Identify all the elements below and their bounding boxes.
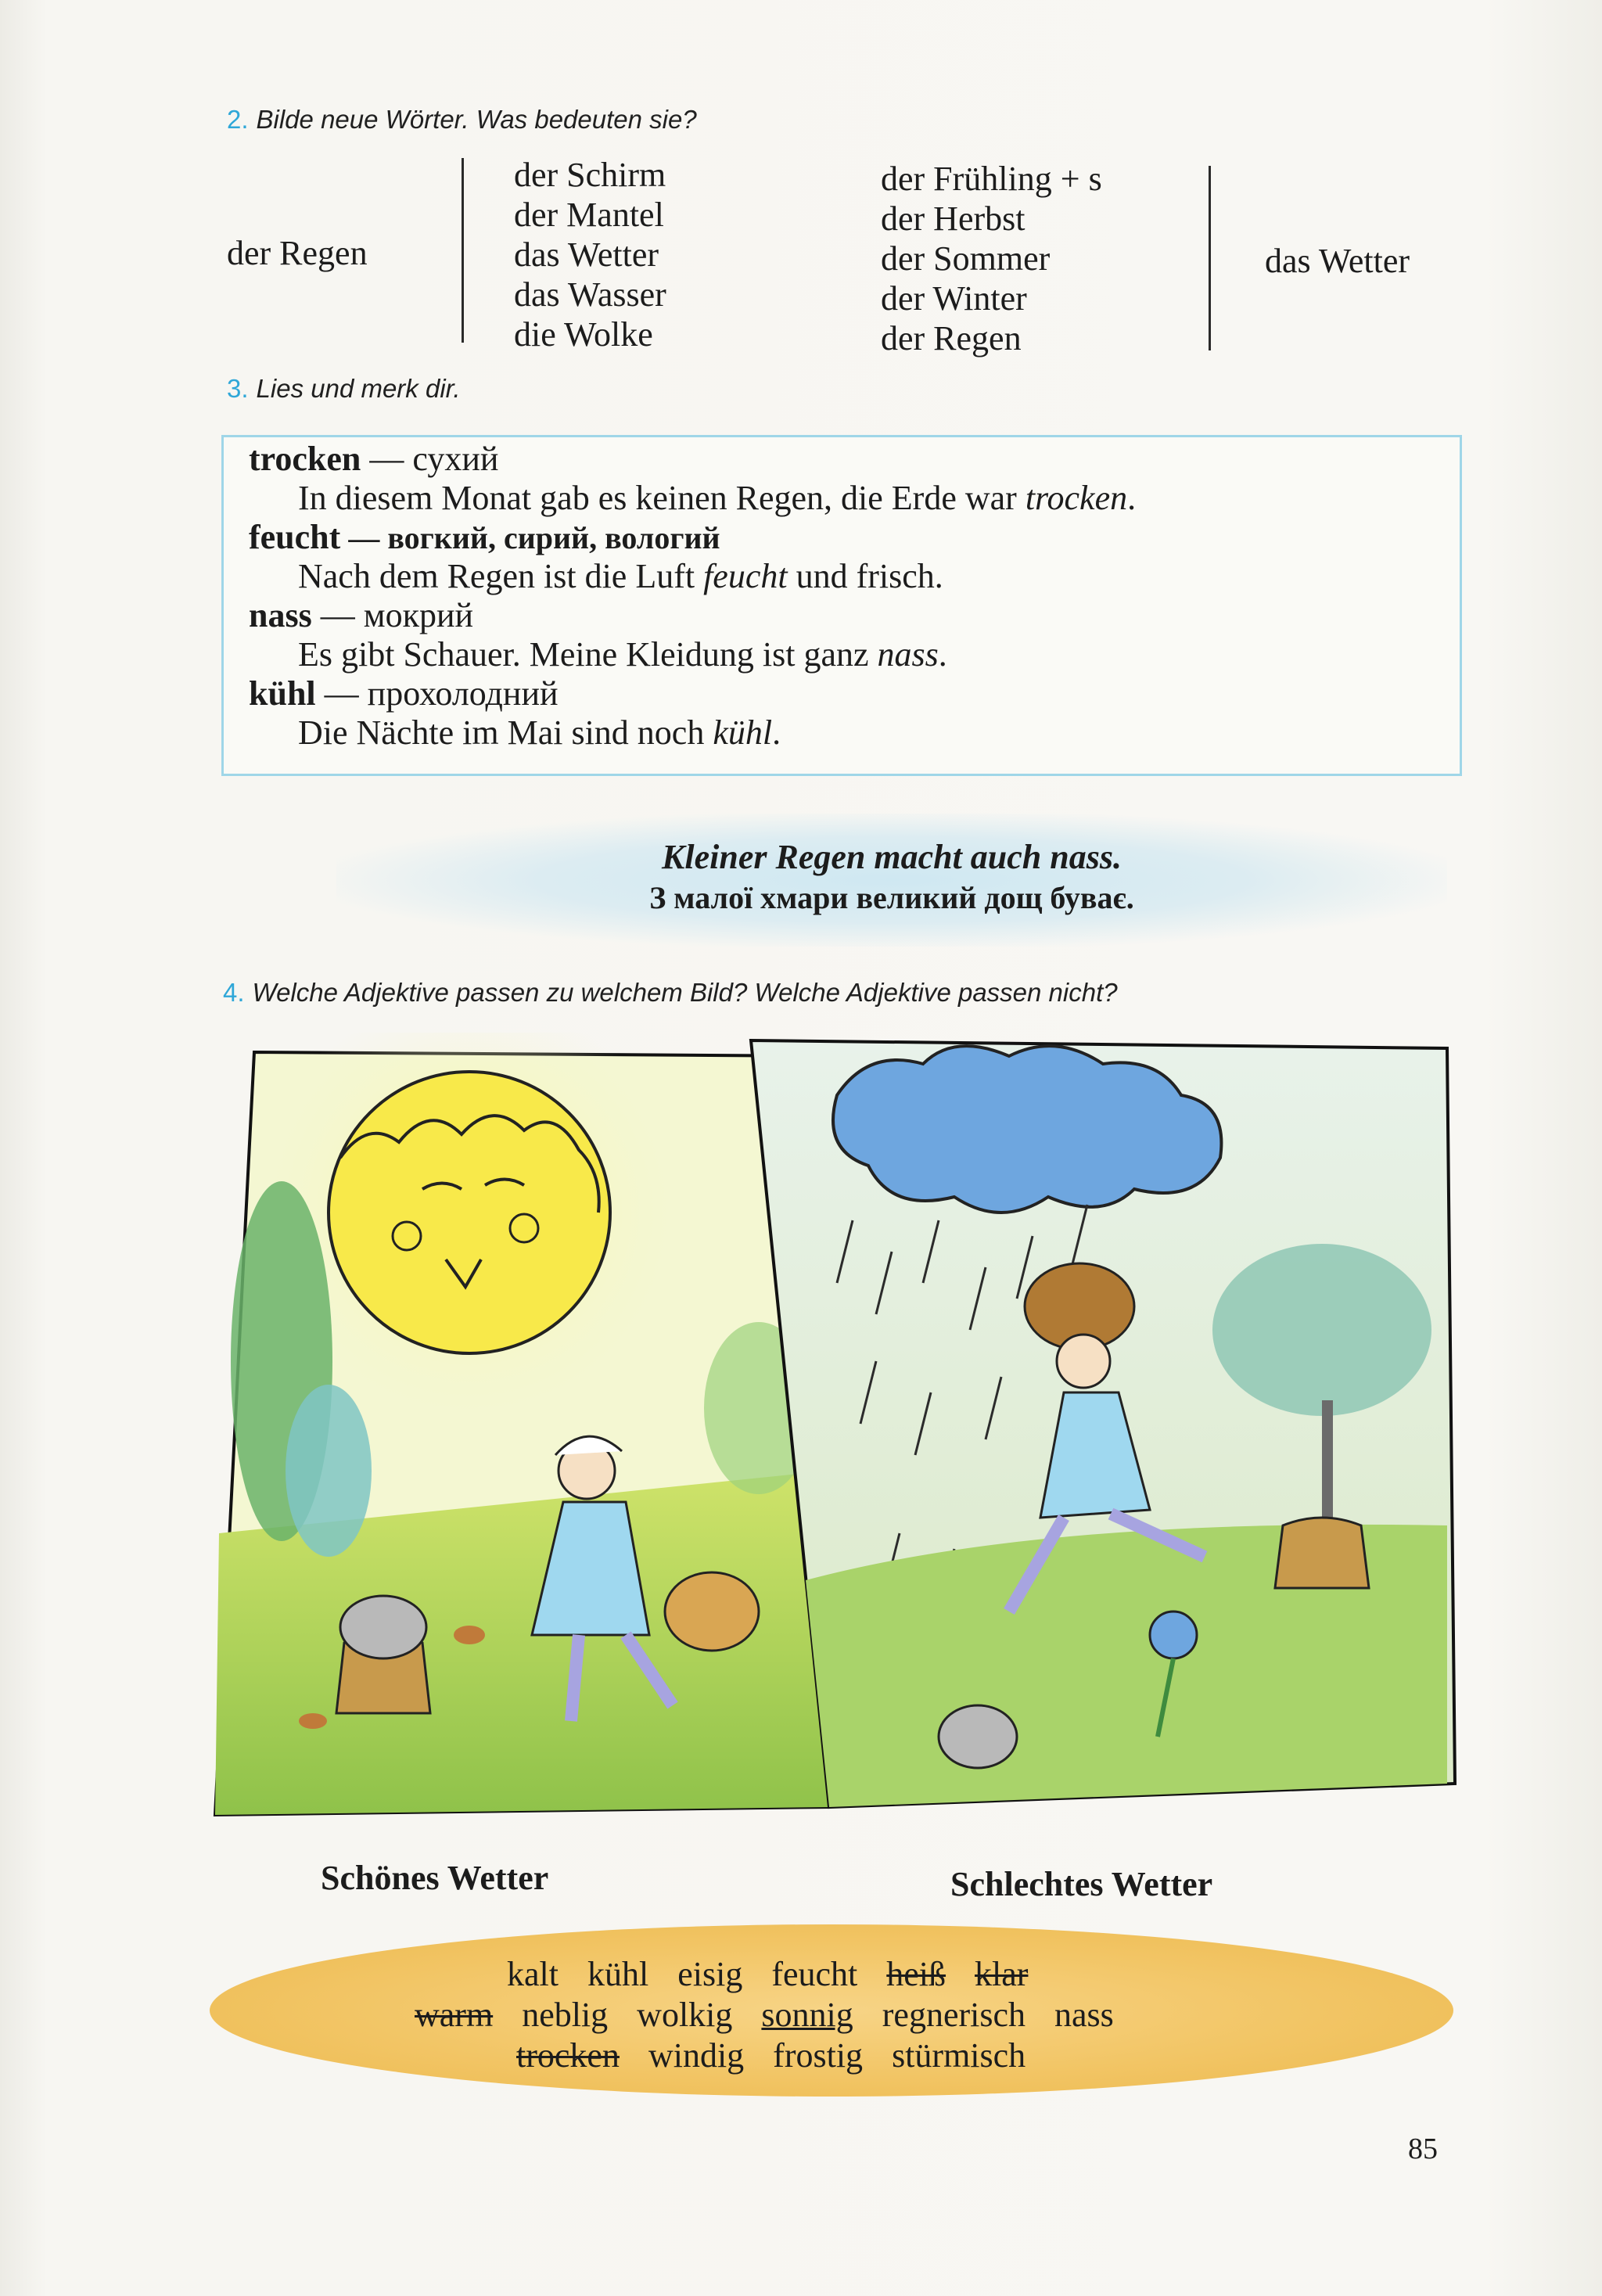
example-emphasis: kühl [713,713,773,752]
vocab-word: feucht [249,518,341,556]
col2-item: der Winter [881,279,1027,318]
adjective: neblig [522,1996,609,2034]
adjective: feucht [771,1955,858,1993]
vocab-example [298,634,947,674]
example-text-end: . [1127,479,1137,517]
col2-item: der Sommer [881,239,1051,278]
adjective: regnerisch [882,1996,1026,2034]
col1-item: das Wetter [514,235,659,274]
task-2-left-word: der Regen [227,234,368,272]
vocab-word: trocken [249,440,361,478]
caption-left: Schönes Wetter [321,1859,549,1897]
vocab-translation: — сухий [361,440,499,478]
left-divider [462,158,464,343]
adjective-struck: klar [975,1955,1029,1993]
adjective: stürmisch [892,2036,1026,2075]
task-2-text: Bilde neue Wörter. Was bedeuten sie? [256,105,697,134]
col1-item: das Wasser [514,275,666,314]
adjective-struck: warm [415,1996,494,2034]
col1-item: die Wolke [514,315,653,354]
adjective: kalt [507,1955,559,1993]
proverb-box [336,814,1447,947]
task-3-text: Lies und merk dir. [256,374,461,403]
adjectives-line-2 [415,1995,1134,2035]
task-3-heading [227,374,461,404]
vocab-word: nass [249,596,312,634]
vocab-word: kühl [249,674,316,713]
adjective-underlined: sonnig [761,1996,853,2034]
col2-item: der Frühling + s [881,160,1102,198]
vocab-translation: — мокрий [311,596,474,634]
task-2-column-1 [514,155,666,354]
proverb-ukrainian: З малої хмари великий дощ буває. [649,880,1134,915]
task-4-text: Welche Adjektive passen zu welchem Bild? Welche Adjektive passen nicht? [252,978,1118,1007]
example-emphasis: nass [877,635,939,674]
weather-illustration [211,1033,1463,1823]
adjective: windig [648,2036,745,2075]
col1-item: der Schirm [514,156,666,194]
example-text: Es gibt Schauer. Meine Kleidung ist ganz [298,635,878,674]
task-2-heading [227,105,697,135]
vocabulary-box [221,435,1462,776]
vocab-example [298,478,1136,518]
vocab-word-nass [249,595,473,635]
adjective: nass [1054,1996,1114,2034]
adjectives-line-3 [516,2035,1046,2075]
task-3-number: 3. [227,374,249,403]
vocab-word-kuehl [249,674,559,713]
task-2-column-2 [881,159,1102,358]
adjective: frostig [773,2036,864,2075]
adjective-struck: heiß [886,1955,946,1993]
vocab-example [298,713,781,753]
example-text: In diesem Monat gab es keinen Regen, die Erde war [298,479,1025,517]
adjective-struck: trocken [516,2036,620,2075]
proverb-german: Kleiner Regen macht auch nass. [662,838,1122,876]
vocab-word-trocken [249,439,498,479]
example-text: Nach dem Regen ist die Luft [298,557,704,595]
col2-item: der Regen [881,319,1022,358]
task-2-right-word: das Wetter [1265,242,1410,280]
rainy-scene-illustration [751,1040,1455,1807]
col2-item: der Herbst [881,199,1025,238]
example-emphasis: trocken [1025,479,1128,517]
adjective: kühl [587,1955,649,1993]
vocab-translation: — вогкий, сирий, вологий [340,520,720,555]
adjective: wolkig [637,1996,733,2034]
example-text-end: . [772,713,781,752]
right-divider [1209,166,1211,350]
example-text-end: und frisch. [787,557,943,595]
vocab-example [298,556,943,596]
adjective: eisig [677,1955,743,1993]
page-number: 85 [1408,2133,1438,2165]
task-4-heading [223,978,1118,1008]
task-2-number: 2. [227,105,249,134]
task-4-number: 4. [223,978,245,1007]
vocab-word-feucht [249,517,720,557]
adjectives-line-1 [507,1954,1048,1994]
vocab-translation: — прохолодний [315,674,559,713]
example-text: Die Nächte im Mai sind noch [298,713,713,752]
sunny-scene-illustration [215,1033,829,1815]
caption-right: Schlechtes Wetter [950,1865,1213,1903]
example-text-end: . [938,635,947,674]
col1-item: der Mantel [514,196,664,234]
example-emphasis: feucht [703,557,788,595]
